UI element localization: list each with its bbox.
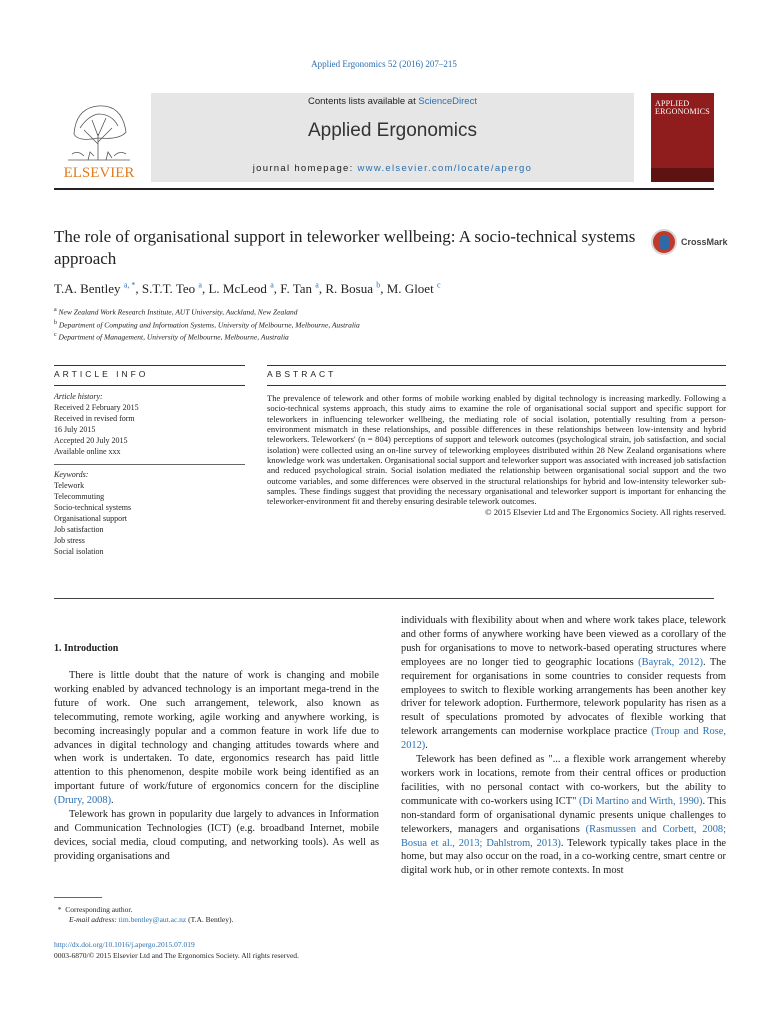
affiliations [54, 305, 360, 343]
citation-link[interactable]: (Drury, 2008) [54, 795, 112, 807]
keyword: Telecommuting [54, 492, 105, 501]
affiliation: $^b$ Department of Computing and Information Systems, University of Melbourne, Melbourne, Australia [54, 319, 360, 329]
history-item: Received 2 February 2015 [54, 403, 139, 412]
elsevier-logo [54, 94, 144, 182]
keyword: Organisational support [54, 514, 127, 523]
contents-line [151, 96, 634, 107]
article-info-rule-bottom [54, 385, 245, 386]
contents-prefix: Contents lists available at [308, 96, 419, 107]
citation-link[interactable]: (Bayrak, 2012) [638, 656, 703, 668]
citation-link[interactable]: (Troup and Rose, 2012) [401, 726, 726, 752]
author: S.T.T. Teo $^a$, [141, 281, 209, 297]
footnote-rule [54, 897, 102, 898]
journal-cover-thumbnail [651, 93, 714, 182]
body-paragraph: There is little doubt that the nature of work is changing and mobile working enabled by advanced technology is an important mega-trend in the future of work. One such arrangement, telework, also known as telecommuting, remote working, agile working and anywhere working, is becoming increasingly popular and a common feature in work life due to advances in digital technology and changing attitudes towards where and when work is undertaken. To date, ergonomics research has paid little attention to this phenomenon, despite mobile work being identified as an important future of work/future of ergonomics concern for the discipline (Drury, 2008). [54, 670, 379, 807]
cover-title-line2: ERGONOMICS [655, 107, 710, 116]
crossmark-badge[interactable] [651, 229, 726, 261]
article-info [54, 391, 245, 557]
body-paragraph: Telework has grown in popularity due largely to advances in Information and Communication Technologies (ICT) (e.g. broadband Internet, mobile devices, social media, cloud computing, and networking tools). As well as providing organisations and [54, 809, 379, 862]
keyword: Socio-technical systems [54, 503, 132, 512]
elsevier-tree-icon [54, 94, 144, 182]
journal-name: Applied Ergonomics [308, 120, 477, 141]
homepage-prefix: journal homepage: [252, 163, 358, 174]
keyword: Telework [54, 481, 85, 490]
article-info-heading: ARTICLE INFO [54, 369, 149, 379]
body-column-right [401, 614, 726, 878]
article-info-rule-top [54, 365, 245, 366]
publisher-wordmark: ELSEVIER [63, 165, 135, 181]
article-title: The role of organisational support in teleworker wellbeing: A socio-technical systems approach [54, 227, 636, 268]
abstract-rule-bottom [267, 385, 726, 386]
body-column-left [54, 669, 379, 864]
author-affil-sup[interactable]: a [270, 281, 274, 290]
author: T.A. Bentley $^{a, *}$, [54, 281, 142, 297]
header-rule [54, 188, 714, 190]
author-list [54, 281, 441, 297]
history-label: Article history: [54, 392, 103, 401]
section-heading-introduction: 1. Introduction [54, 643, 119, 654]
homepage-link[interactable]: www.elsevier.com/locate/apergo [357, 163, 533, 174]
abstract-body [267, 393, 726, 517]
journal-header [151, 93, 634, 182]
footnote [54, 905, 233, 925]
affiliation: $^c$ Department of Management, University of Melbourne, Melbourne, Australia [54, 332, 289, 342]
body-paragraph: individuals with flexibility about when and where work takes place, telework and other forms of anywhere working have been viewed as a corollary of the push for organisations to move to network-based operating structures where employees are no longer tied to geographic locations (Bayrak, 2012). The requirement for organisations in some countries to consider requests from employees to switch to flexible working arrangements has been another key driver for telework adoption. Furthermore, telework popularity has risen as a result of speculations promoted by advocates of flexible working that telework arrangements can modernise workplace practice (Troup and Rose, 2012). [401, 615, 726, 752]
journal-citation[interactable]: Applied Ergonomics 52 (2016) 207–215 [311, 59, 457, 69]
abstract-copyright: © 2015 Elsevier Ltd and The Ergonomics Society. All rights reserved. [485, 506, 726, 517]
keyword: Job stress [54, 536, 85, 545]
issn-line: 0003-6870/© 2015 Elsevier Ltd and The Ergonomics Society. All rights reserved. [54, 950, 299, 960]
journal-homepage [151, 163, 634, 174]
abstract-heading: ABSTRACT [267, 369, 337, 379]
author: M. Gloet $^c$ [386, 281, 441, 297]
sciencedirect-link[interactable]: ScienceDirect [418, 96, 477, 107]
keywords-divider [54, 464, 245, 465]
abstract-rule-top [267, 365, 726, 366]
history-item: 16 July 2015 [54, 425, 96, 434]
affiliation: $^a$ New Zealand Work Research Institute, AUT University, Auckland, New Zealand [54, 307, 298, 317]
citation-link[interactable]: (Di Martino and Wirth, 1990) [579, 795, 703, 807]
doi-block [54, 940, 299, 961]
abstract-paragraph: The prevalence of telework and other forms of mobile working enabled by digital technology is increasing markedly. Following a socio-technical systems approach, this study aims to examine the role of organisational social support and specific support for teleworkers in influencing teleworker wellbeing, the mediating role of social isolation, potentially resulting from a person-environment mismatch in these relationships, and possible differences in these relationships between low-intensity and hybrid teleworkers. Teleworkers' (n = 804) perceptions of support and telework outcomes (psychological strain, job satisfaction, and social isolation) were collected using an on-line survey of teleworking employees distributed within 28 New Zealand organisations where knowledge work was undertaken. Organisational social support and teleworker support was associated with increased job satisfaction and reduced psychological strain. Social isolation mediated the relationship between organisational social support and the two outcome variables, and some differences were observed in the structural relationships for hybrid and low-intensity teleworker sub-samples. These findings suggest that providing the necessary organisational and teleworker support is important for enhancing the teleworker-environment fit and thereby ensuring desirable telework outcomes. [267, 393, 727, 507]
author-affil-sup[interactable]: a [198, 281, 202, 290]
author: L. McLeod $^a$, [208, 281, 281, 297]
author-affil-sup[interactable]: a [315, 281, 319, 290]
keyword: Job satisfaction [54, 525, 104, 534]
author: F. Tan $^a$, [280, 281, 326, 297]
author-affil-sup[interactable]: b [376, 281, 381, 290]
crossmark-label: CrossMark [681, 237, 728, 247]
doi-link[interactable]: http://dx.doi.org/10.1016/j.apergo.2015.07.019 [54, 940, 195, 949]
citation-link[interactable]: (Rasmussen and Corbett, 2008; Bosua et al., 2013; Dahlstrom, 2013) [401, 823, 726, 849]
keywords-label: Keywords: [54, 470, 89, 479]
body-paragraph: Telework has been defined as "... a flexible work arrangement whereby workers work in locations, remote from their central offices or production facilities, with no personal contact with co-workers, but the ability to communicate with co-workers using ICT" (Di Martino and Wirth, 1990). This non-standard form of organisational dynamic presents unique challenges to teleworkers, managers and organisations (Rasmussen and Corbett, 2008; Bosua et al., 2013; Dahlstrom, 2013). Telework typically takes place in the home, but may also occur on the road, in a co-working centre, smart centre or digital work hub, or in other remote contexts. In most [401, 754, 727, 877]
history-item: Accepted 20 July 2015 [54, 436, 128, 445]
corresponding-author-note: * Corresponding author. [57, 905, 133, 914]
history-item: Received in revised form [54, 414, 135, 423]
crossmark-icon [651, 229, 677, 255]
cover-title-line1: APPLIED [655, 99, 690, 108]
body-rule [54, 598, 714, 599]
cover-strip [651, 168, 714, 182]
author-affil-sup[interactable]: a, * [123, 281, 136, 290]
email-link[interactable]: tim.bentley@aut.ac.nz [118, 915, 187, 924]
history-item: Available online xxx [54, 447, 121, 456]
keyword: Social isolation [54, 547, 104, 556]
author-affil-sup[interactable]: c [436, 281, 441, 290]
author: R. Bosua $^b$, [325, 281, 387, 297]
email-note: E-mail address: tim.bentley@aut.ac.nz (T.A. Bentley). [69, 915, 234, 924]
